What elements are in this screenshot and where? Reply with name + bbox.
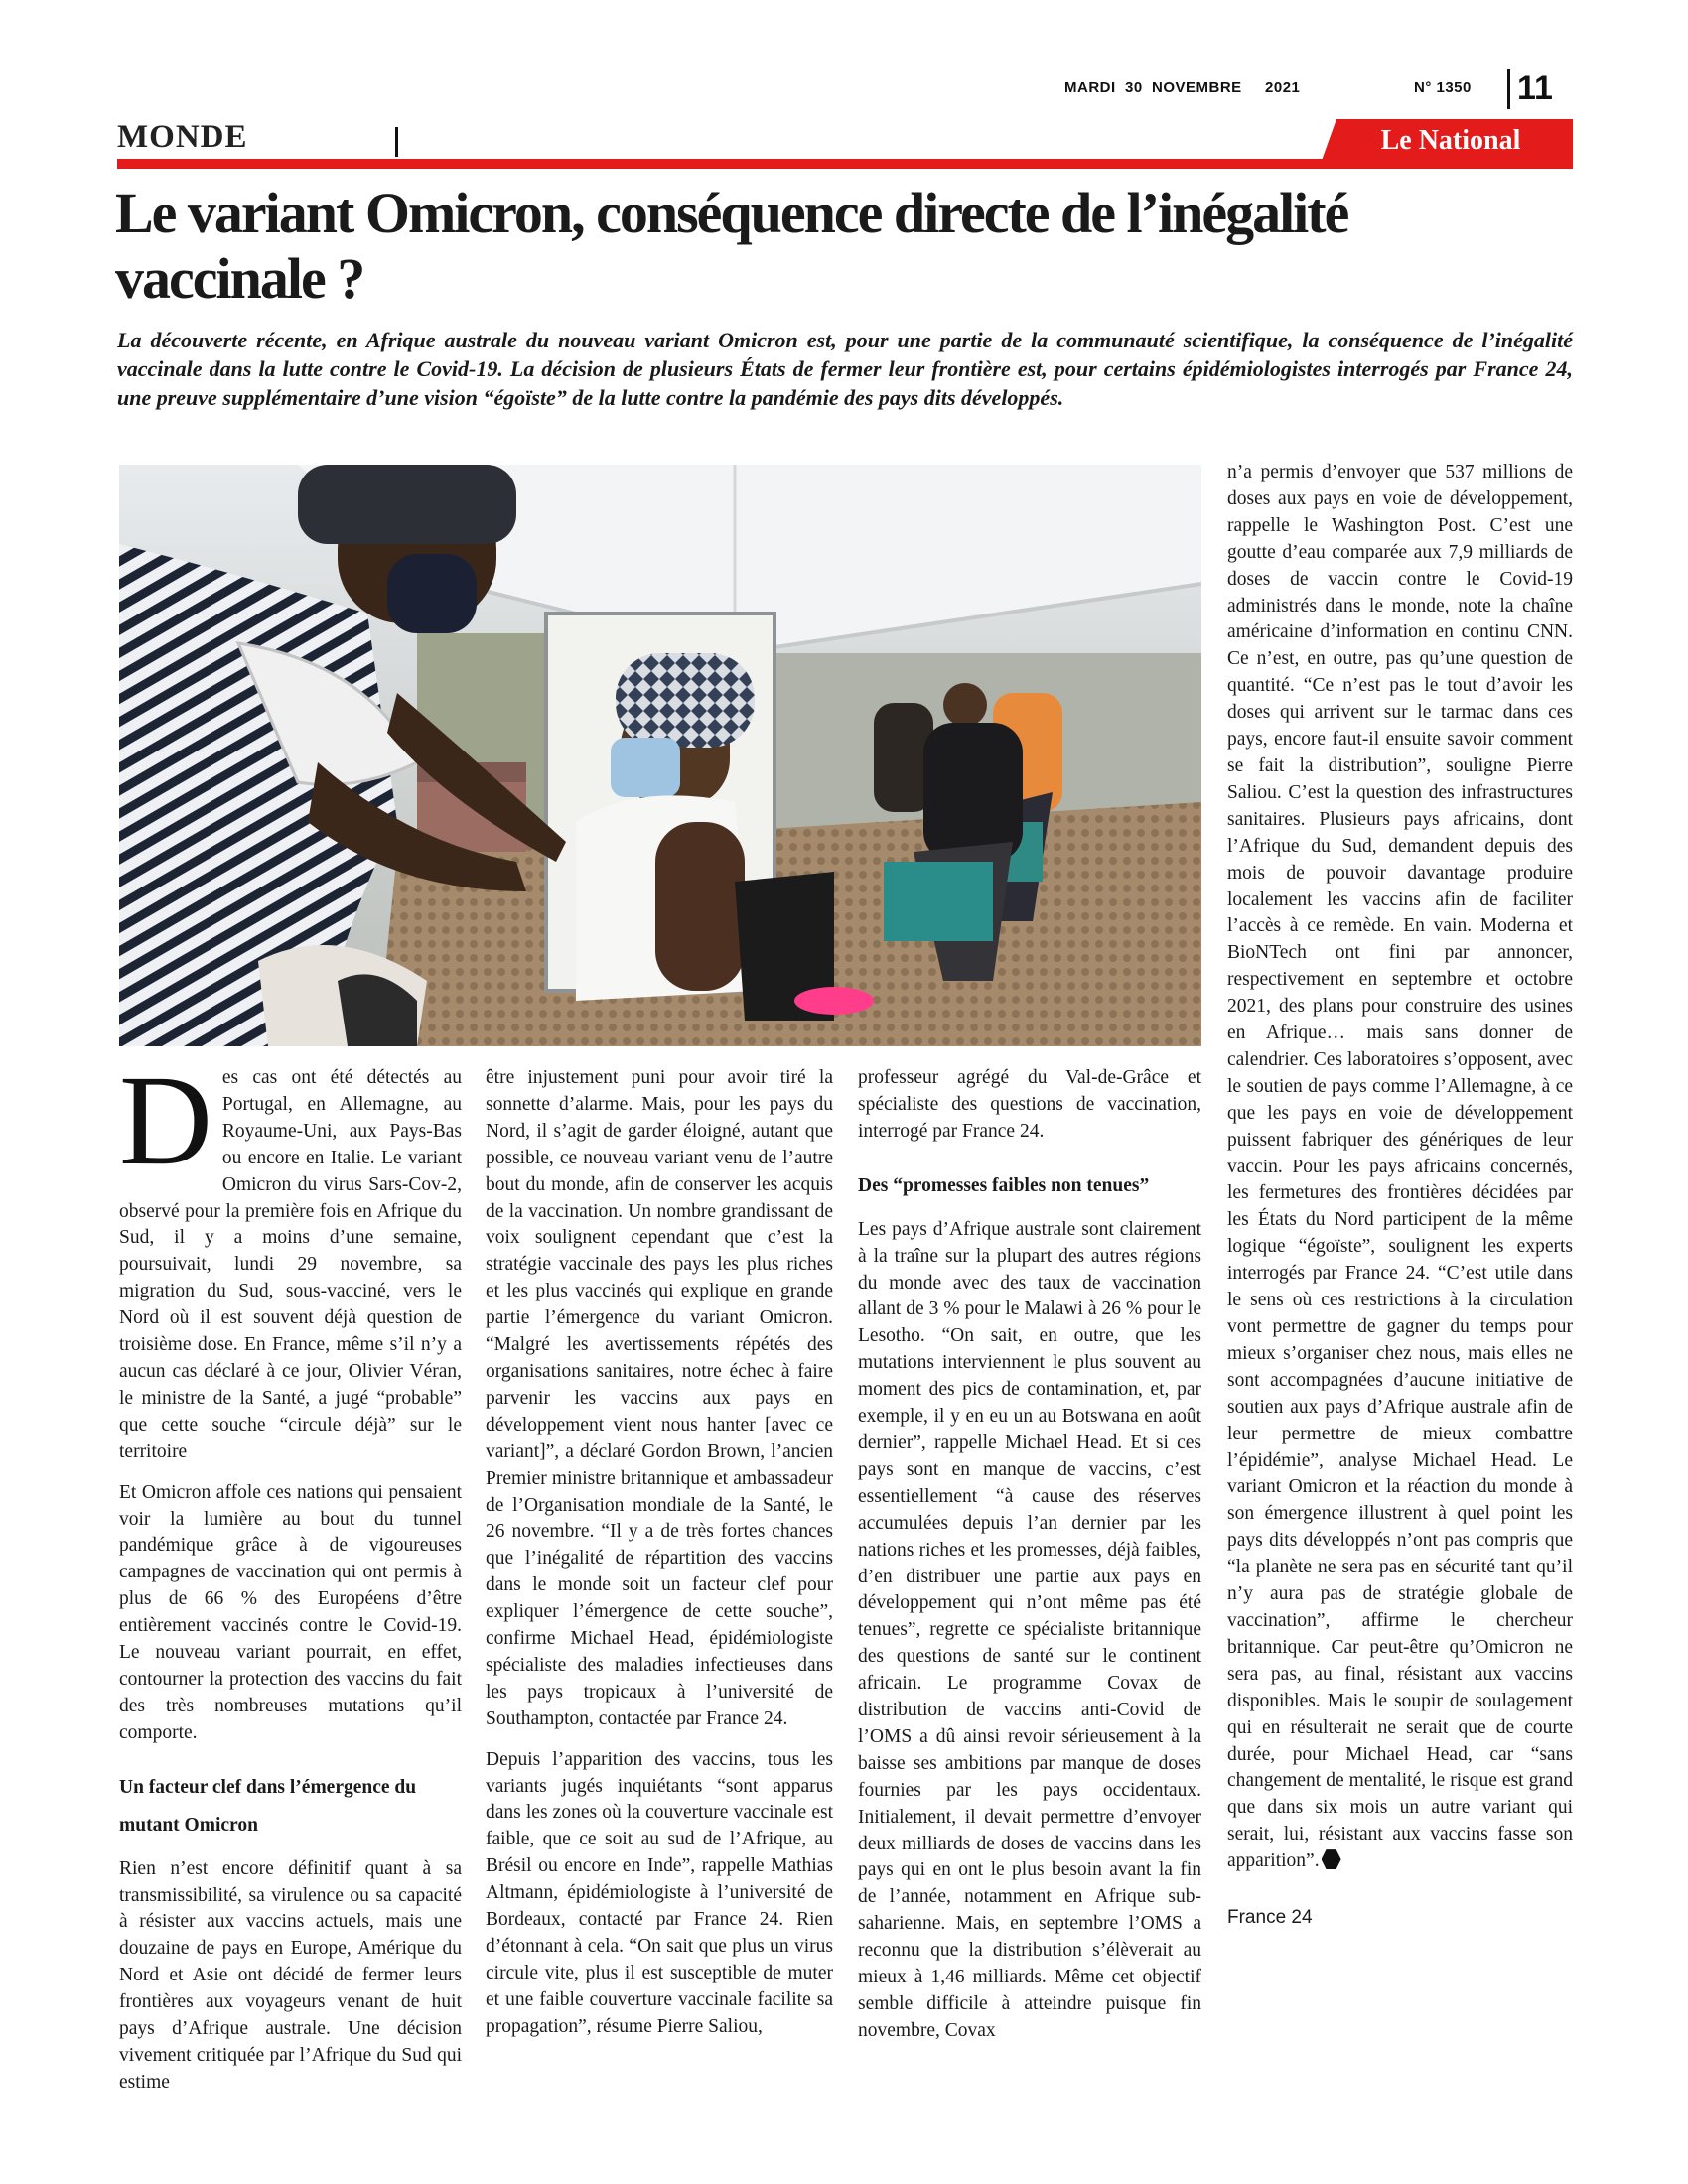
article-title: Le variant Omicron, conséquence directe de l’inégalité vaccinale ?	[115, 181, 1348, 311]
article-lead: La découverte récente, en Afrique australe du nouveau variant Omicron est, pour une partie de la communauté scientifique, la conséquence de l’inégalité vaccinale dans la lutte contre le Covid-19. La décision de plusieurs États de fermer leur frontière est, pour certains épidémiologistes interrogés par France 24, une preuve supplémentaire d’une vision “égoïste” de la lutte contre la pandémie des pays dits développés.	[117, 328, 1573, 410]
page-number: 11	[1517, 69, 1553, 107]
text-column-1	[119, 1049, 462, 2111]
section-label: MONDE	[117, 119, 248, 155]
paragraph: Et Omicron affole ces nations qui pensaient voir la lumière au bout du tunnel pandémique grâce à de vigoureuses campagnes de vaccination qui ont permis à plus de 66 % des Européens d’être entièrement vaccinés contre le Covid-19. Le nouveau variant pourrait, en effet, contourner la protection des vaccins du fait des très nombreuses mutations qu’il comporte.	[119, 1481, 462, 1743]
subheading: Un facteur clef dans l’émergence du mutant Omicron	[119, 1776, 417, 1836]
text-column-3	[858, 1065, 1201, 2059]
paragraph	[1227, 460, 1573, 1875]
section-divider	[395, 127, 398, 157]
text-column-4	[1227, 460, 1573, 1946]
paragraph: professeur agrégé du Val-de-Grâce et spécialiste des questions de vaccination, interrogé par France 24.	[858, 1067, 1201, 1142]
paragraph-text: n’a permis d’envoyer que 537 millions de doses aux pays en voie de développement, rappelle le Washington Post. C’est une goutte d’eau comparée aux 7,9 milliards de doses de vaccin contre le Covid-19 administrés dans le monde, note la chaîne américaine d’information en continu CNN. Ce n’est, en outre, pas qu’une question de quantité. “Ce n’est pas le tout d’avoir les doses qui arrivent sur le tarmac dans ces pays, encore faut-il ensuite savoir comment se fait la distribution”, souligne Pierre Saliou. C’est la question des infrastructures sanitaires. Plusieurs pays africains, dont l’Afrique du Sud, demandent depuis des mois de pouvoir davantage produire localement les vaccins afin de faciliter l’accès à ce remède. En vain. Moderna et BioNTech ont fini par annoncer, respectivement en septembre et octobre 2021, des plans pour construire des usines en Afrique… mais sans donner de calendrier. Ces laboratoires s’opposent, avec le soutien de pays comme l’Allemagne, à ce que les pays en voie de développement puissent fabriquer des génériques de leur vaccin. Pour les pays africains concernés, les fermetures des frontières décidées par les États du Nord participent de la même logique “égoïste”, soulignent les experts interrogés par France 24. “C’est utile dans le sens où ces restrictions à la circulation vont permettre de gagner du temps pour mieux s’organiser chez nous, mais elles ne sont accompagnées d’aucune initiative de soutien aux pays d’Afrique australe afin de leur permettre de mieux combattre l’épidémie”, analyse Michael Head. Le variant Omicron et la réaction du monde à son émergence illustrent à quel point les pays dits développés n’ont pas compris que “la planète ne sera pas en sécurité tant qu’il n’y aura pas de stratégie globale de vaccination”, affirme le chercheur britannique. Car peut-être qu’Omicron ne sera pas, au final, résistant aux vaccins disponibles. Mais le soupir de soulagement qui en résulterait ne serait que de courte durée, pour Michael Head, car “sans changement de mentalité, le risque est grand que dans six mois un autre variant qui serait, lui, résistant aux vaccins fasse son apparition”.	[1227, 462, 1573, 1872]
subheading: Des “promesses faibles non tenues”	[858, 1174, 1150, 1196]
issue-date: MARDI 30 NOVEMBRE 2021	[1064, 79, 1301, 96]
paragraph-text: es cas ont été détectés au Portugal, en Allemagne, au Royaume-Uni, aux Pays-Bas ou encore en Italie. Le variant Omicron du virus Sars-Cov-2, observé pour la première fois en Afrique du Sud, il y a moins d’une semaine, poursuivait, lundi 29 novembre, sa migration du Sud, sous-vacciné, vers le Nord où il est souvent déjà question de troisième dose. En France, même s’il n’y a aucun cas déclaré à ce jour, Olivier Véran, le ministre de la Santé, a jugé “probable” que cette souche “circule déjà” sur le territoire	[119, 1067, 462, 1462]
paragraph: Depuis l’apparition des vaccins, tous les variants jugés inquiétants “sont apparus dans les zones où la couverture vaccinale est faible, que ce soit au sud de l’Afrique, au Brésil ou encore en Inde”, rappelle Mathias Altmann, épidémiologiste à l’université de Bordeaux, contacté par France 24. Rien d’étonnant à cela. “On sait que plus un virus circule vite, plus il est susceptible de muter et une faible couverture vaccinale facilite sa propagation”, résume Pierre Saliou,	[486, 1748, 833, 2037]
paragraph: être injustement puni pour avoir tiré la sonnette d’alarme. Mais, pour les pays du Nord, il s’agit de garder éloigné, autant que possible, ce nouveau variant venu de l’autre bout du monde, afin de conserver les acquis de la vaccination. Un nombre grandissant de voix soulignent cependant que c’est la stratégie vaccinale des pays les plus riches et les plus vaccinés qui explique en grande partie l’émergence du variant Omicron. “Malgré les avertissements répétés des organisations sanitaires, notre échec à faire parvenir les vaccins aux pays en développement vient nous hanter [avec ce variant]”, a déclaré Gordon Brown, l’ancien Premier ministre britannique et ambassadeur de l’Organisation mondiale de la Santé, le 26 novembre. “Il y a de très fortes chances que l’inégalité de répartition des vaccins dans le monde soit un facteur clef pour expliquer l’émergence de cette souche”, confirme Michael Head, épidémiologiste spécialiste des maladies infectieuses dans les pays tropicaux à l’université de Southampton, contactée par France 24.	[486, 1067, 833, 1729]
paragraph: Rien n’est encore définitif quant à sa transmissibilité, sa virulence ou sa capacité à résister aux vaccins actuels, mais une douzaine de pays en Europe, Amérique du Nord et Asie ont décidé de fermer leurs frontières aux voyageurs venant de huit pays d’Afrique australe. Une décision vivement critiquée par l’Afrique du Sud qui estime	[119, 1857, 462, 2093]
paragraph: Les pays d’Afrique australe sont clairement à la traîne sur la plupart des autres régions du monde avec des taux de vaccination allant de 3 % pour le Malawi à 26 % pour le Lesotho. “On sait, en outre, que les mutations interviennent le plus souvent au moment des pics de contamination, et, par exemple, il y en eu un au Botswana en août dernier”, rappelle Michael Head. Et si ces pays sont en manque de vaccins, c’est essentiellement “à cause des réserves accumulées depuis l’an dernier par les nations riches et les promesses, déjà faibles, d’en distribuer une partie aux pays en développement qui n’ont même pas été tenues”, regrette ce spécialiste britannique des questions de santé sur le continent africain. Le programme Covax de distribution de vaccins anti-Covid de l’OMS a dû ainsi revoir sérieusement à la baisse ses ambitions par manque de doses fournies par les pays occidentaux. Initialement, il devait permettre d’envoyer deux milliards de doses de vaccins dans les pays qui en ont le plus besoin avant la fin de l’année, notamment en Afrique sub-saharienne. Mais, en septembre l’OMS a reconnu que la distribution s’élèverait au mieux à 1,46 milliards. Même cet objectif semble difficile à atteindre puisque fin novembre, Covax	[858, 1218, 1201, 2041]
drop-cap: D	[119, 1049, 212, 1192]
issue-number: N° 1350	[1414, 79, 1472, 96]
article-photo	[119, 465, 1201, 1046]
paragraph	[119, 1049, 462, 1466]
end-of-article-icon	[1322, 1849, 1341, 1869]
text-column-2	[486, 1065, 833, 2055]
page-number-divider	[1507, 69, 1510, 109]
article-source: France 24	[1227, 1907, 1313, 1929]
brand-name: Le National	[1380, 125, 1521, 156]
